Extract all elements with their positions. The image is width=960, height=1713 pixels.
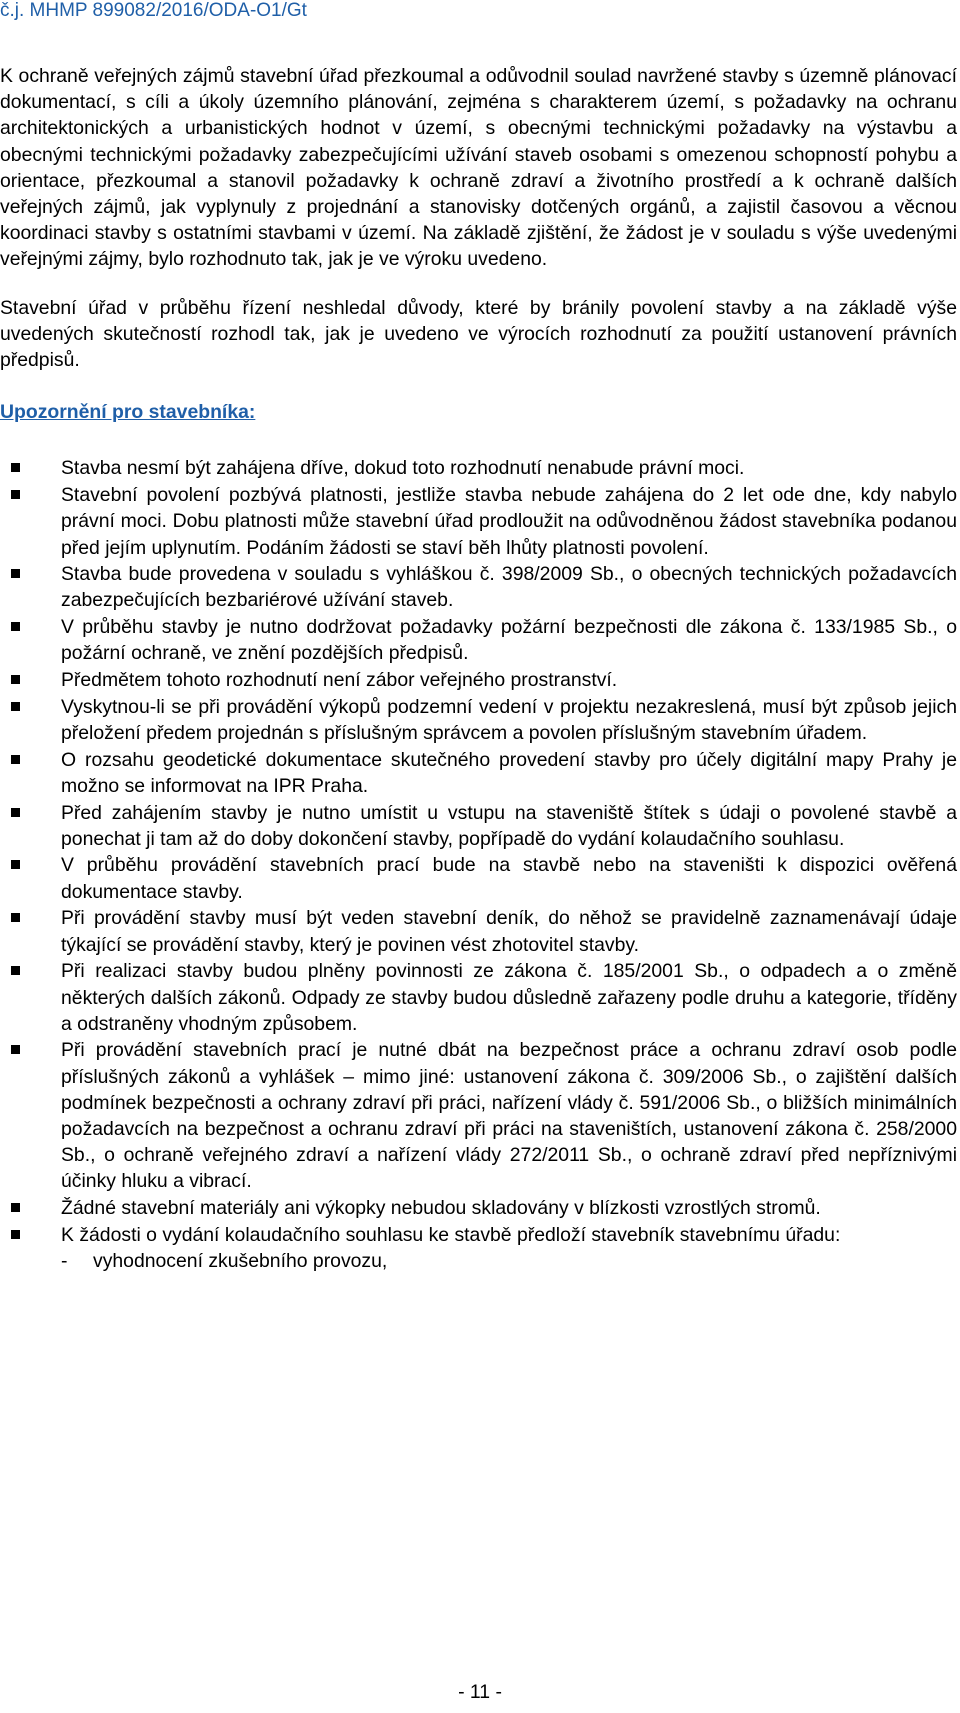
list-item-text: Před zahájením stavby je nutno umístit u vstupu na staveniště štítek s údaji o povolené stavbě a ponechat ji tam až do doby dokončení stavby, popřípadě do vydání kolaudačního souhlasu. xyxy=(61,801,957,850)
square-bullet-icon xyxy=(11,490,20,499)
list-item xyxy=(0,852,957,904)
list-item xyxy=(0,1222,957,1274)
list-item-text: Předmětem tohoto rozhodnutí není zábor veřejného prostranství. xyxy=(61,669,618,692)
dash-marker: - xyxy=(61,1250,68,1273)
list-item-text: Stavba nesmí být zahájena dříve, dokud toto rozhodnutí nenabude právní moci. xyxy=(61,457,745,480)
list-item-text: Při provádění stavebních prací je nutné dbát na bezpečnost práce a ochranu zdraví osob podle příslušných zákonů a vyhlášek – mimo jiné: ustanovení zákona č. 309/2006 Sb., o zajištění dalších podmínek bezpečnosti a ochrany zdraví při práci, nařízení vlády č. 591/2006 Sb., o bližších minimálních požadavcích na bezpečnost a ochranu zdraví při práci na staveništích, ustanovení zákona č. 258/2000 Sb., o ochraně veřejného zdraví a nařízení vlády 272/2011 Sb., o ochraně zdraví před nepříznivými účinky hluku a vibrací. xyxy=(61,1039,957,1193)
page-number: - 11 - xyxy=(458,1681,502,1703)
list-item xyxy=(0,958,957,1037)
list-item xyxy=(0,747,957,799)
list-item-text: V průběhu stavby je nutno dodržovat požadavky požární bezpečnosti dle zákona č. 133/1985 Sb., o požární ochraně, ve znění pozdějších předpisů. xyxy=(61,616,957,665)
list-item-text: Při provádění stavby musí být veden stavební deník, do něhož se pravidelně zaznamenávají údaje týkající se provádění stavby, který je povinen vést zhotovitel stavby. xyxy=(61,907,957,956)
sub-list-item-text: vyhodnocení zkušebního provozu, xyxy=(93,1250,388,1273)
list-item xyxy=(0,561,957,613)
list-item xyxy=(0,1195,957,1221)
sub-list-item xyxy=(61,1248,957,1274)
list-item-text: K žádosti o vydání kolaudačního souhlasu ke stavbě předloží stavebník stavebnímu úřadu: xyxy=(61,1223,841,1246)
notice-list xyxy=(0,455,957,1274)
list-item-text: Stavba bude provedena v souladu s vyhláškou č. 398/2009 Sb., o obecných technických požadavcích zabezpečujících bezbariérové užívání staveb. xyxy=(61,563,957,612)
list-item xyxy=(0,905,957,957)
notice-heading: Upozornění pro stavebníka: xyxy=(0,401,256,424)
square-bullet-icon xyxy=(11,1203,20,1212)
square-bullet-icon xyxy=(11,463,20,472)
list-item xyxy=(0,455,957,481)
list-item-text: Při realizaci stavby budou plněny povinnosti ze zákona č. 185/2001 Sb., o odpadech a o změně některých dalších zákonů. Odpady ze stavby budou důsledně zařazeny podle druhu a kategorie, tříděny a odstraněny vhodným způsobem. xyxy=(61,960,957,1035)
list-item-text: Vyskytnou-li se při provádění výkopů podzemní vedení v projektu nezakreslená, musí být způsob jejich přeložení předem projednán s příslušným správcem a povolen příslušným stavebním úřadem. xyxy=(61,695,957,744)
paragraph-public-interests: K ochraně veřejných zájmů stavební úřad přezkoumal a odůvodnil soulad navržené stavby s územně plánovací dokumentací, s cíli a úkoly územního plánování, zejména s charakterem území, s požadavky na ochranu architektonických a urbanistických hodnot v území, s obecnými technickými požadavky na výstavbu a obecnými technickými požadavky zabezpečujícími užívání staveb osobami s omezenou schopností pohybu a orientace, přezkoumal a stanovil požadavky k ochraně zdraví a životního prostředí a k ochraně dalších veřejných zájmů, jak vyplynuly z projednání a stanovisky dotčených orgánů, a zajistil časovou a věcnou koordinaci stavby s ostatními stavbami v území. Na základě zjištění, že žádost je v souladu s výše uvedenými veřejnými zájmy, bylo rozhodnuto tak, jak je ve výroku uvedeno. xyxy=(0,65,957,271)
square-bullet-icon xyxy=(11,755,20,764)
square-bullet-icon xyxy=(11,1045,20,1054)
square-bullet-icon xyxy=(11,569,20,578)
square-bullet-icon xyxy=(11,675,20,684)
square-bullet-icon xyxy=(11,966,20,975)
document-reference: č.j. MHMP 899082/2016/ODA-O1/Gt xyxy=(0,0,307,21)
list-item xyxy=(0,614,957,666)
document-body xyxy=(0,63,957,1275)
square-bullet-icon xyxy=(11,860,20,869)
square-bullet-icon xyxy=(11,808,20,817)
square-bullet-icon xyxy=(11,1230,20,1239)
list-item-text: V průběhu provádění stavebních prací bude na stavbě nebo na staveništi k dispozici ověřená dokumentace stavby. xyxy=(61,854,957,903)
list-item xyxy=(0,667,957,693)
list-item-text: O rozsahu geodetické dokumentace skutečného provedení stavby pro účely digitální mapy Prahy je možno se informovat na IPR Praha. xyxy=(61,748,957,797)
list-item xyxy=(0,800,957,852)
square-bullet-icon xyxy=(11,622,20,631)
list-item-text: Žádné stavební materiály ani výkopky nebudou skladovány v blízkosti vzrostlých stromů. xyxy=(61,1197,821,1220)
list-item xyxy=(0,694,957,746)
paragraph-decision-reasoning: Stavební úřad v průběhu řízení neshledal důvody, které by bránily povolení stavby a na základě výše uvedených skutečností rozhodl tak, jak je uvedeno ve výrocích rozhodnutí za použití ustanovení právních předpisů. xyxy=(0,296,957,372)
square-bullet-icon xyxy=(11,702,20,711)
list-item xyxy=(0,482,957,561)
list-item xyxy=(0,1037,957,1194)
square-bullet-icon xyxy=(11,913,20,922)
list-item-text: Stavební povolení pozbývá platnosti, jestliže stavba nebude zahájena do 2 let ode dne, kdy nabylo právní moci. Dobu platnosti může stavební úřad prodloužit na odůvodněnou žádost stavebníka podanou před jejím uplynutím. Podáním žádosti se staví běh lhůty platnosti povolení. xyxy=(61,484,957,559)
